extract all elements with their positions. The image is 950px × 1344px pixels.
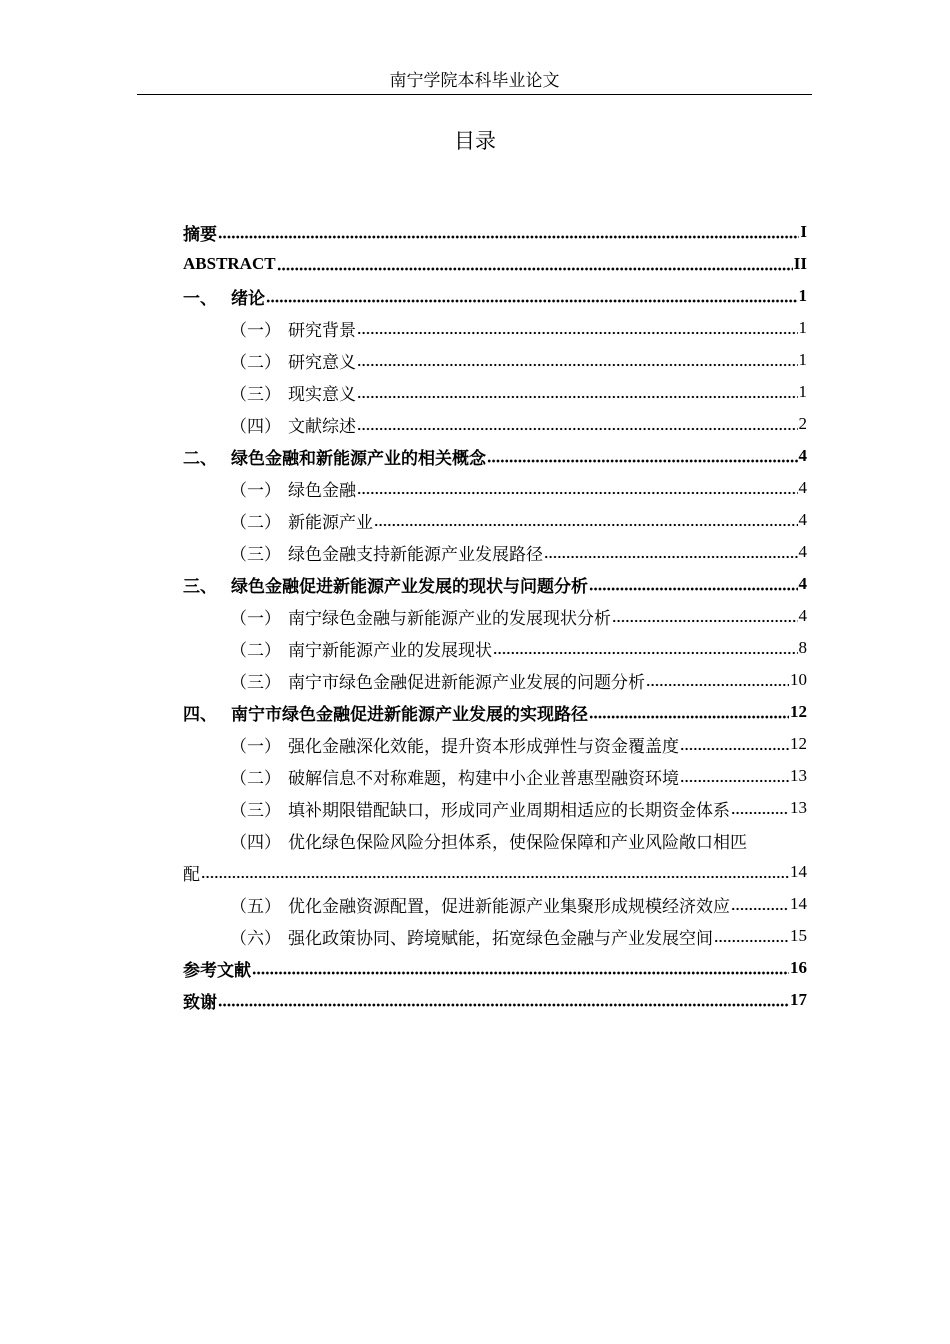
toc-entry-number: （三）	[230, 672, 281, 692]
toc-page-number: 4	[798, 606, 807, 625]
toc-entry-number: （五）	[230, 896, 281, 916]
leader-dots	[680, 769, 789, 783]
toc-entry[interactable]	[183, 984, 807, 1016]
toc-page-number: 4	[798, 510, 807, 529]
toc-entry-text: 新能源产业	[288, 512, 373, 532]
toc-entry-text: 研究意义	[288, 352, 356, 372]
leader-dots	[714, 929, 789, 943]
toc-entry-number: （四）	[230, 416, 281, 436]
toc-entry-number: （一）	[230, 736, 281, 756]
toc-entry-number: （二）	[230, 768, 281, 788]
toc-entry-text: 南宁市绿色金融促进新能源产业发展的实现路径	[231, 704, 588, 724]
toc-entry-text: 致谢	[183, 992, 217, 1012]
toc-entry-text: 文献综述	[288, 416, 356, 436]
toc-entry-number: （二）	[230, 512, 281, 532]
toc-entry[interactable]	[183, 888, 807, 920]
leader-dots	[252, 961, 789, 975]
toc-entry-text: 破解信息不对称难题，构建中小企业普惠型融资环境	[288, 768, 679, 788]
toc-entry[interactable]	[183, 568, 807, 600]
toc-page-number: 17	[790, 990, 807, 1009]
toc-entry-text: 南宁绿色金融与新能源产业的发展现状分析	[288, 608, 611, 628]
leader-dots	[218, 225, 799, 239]
leader-dots	[357, 385, 798, 399]
leader-dots	[357, 321, 798, 335]
toc-entry-number: 三、	[183, 576, 217, 596]
toc-entry-number: （一）	[230, 320, 281, 340]
toc-entry[interactable]	[183, 440, 807, 472]
toc-entry[interactable]	[183, 696, 807, 728]
toc-entry-text: 绿色金融促进新能源产业发展的现状与问题分析	[231, 576, 588, 596]
toc-page-number: 4	[798, 478, 807, 497]
toc-entry[interactable]	[183, 760, 807, 792]
toc-entry-text: 优化绿色保险风险分担体系，使保险保障和产业风险敞口相匹	[288, 832, 747, 852]
toc-entry-number: （四）	[230, 832, 281, 852]
toc-page-number: 4	[798, 542, 807, 561]
toc-entry[interactable]	[183, 536, 807, 568]
leader-dots	[277, 257, 793, 271]
toc-entry-number: （六）	[230, 928, 281, 948]
toc-page-number: 16	[790, 958, 807, 977]
leader-dots	[612, 609, 798, 623]
toc-entry-text-continued: 配	[183, 864, 200, 884]
toc-entry-text: 现实意义	[288, 384, 356, 404]
toc-page-number: 14	[790, 862, 807, 881]
toc-entry-number: （三）	[230, 544, 281, 564]
toc-entry-text: 绪论	[231, 288, 265, 308]
toc-page-number: 2	[798, 414, 807, 433]
toc-page-number: II	[793, 254, 807, 273]
leader-dots	[493, 641, 798, 655]
toc-entry[interactable]	[183, 280, 807, 312]
toc-entry-number: 四、	[183, 704, 217, 724]
toc-page-number: 13	[790, 766, 807, 785]
toc-page-number: 8	[798, 638, 807, 657]
toc-entry-text: 南宁新能源产业的发展现状	[288, 640, 492, 660]
leader-dots	[646, 673, 789, 687]
leader-dots	[731, 801, 789, 815]
leader-dots	[357, 481, 798, 495]
toc-entry[interactable]	[183, 344, 807, 376]
toc-entry[interactable]	[183, 632, 807, 664]
toc-entry-text: 南宁市绿色金融促进新能源产业发展的问题分析	[288, 672, 645, 692]
leader-dots	[218, 993, 789, 1007]
toc-entry-text: 优化金融资源配置，促进新能源产业集聚形成规模经济效应	[288, 896, 730, 916]
page-header: 南宁学院本科毕业论文	[389, 71, 560, 90]
toc-page-number: 14	[790, 894, 807, 913]
toc-entry-text: 摘要	[183, 224, 217, 244]
toc-entry[interactable]	[183, 408, 807, 440]
leader-dots	[357, 417, 798, 431]
table-of-contents	[183, 216, 807, 1016]
toc-entry[interactable]	[183, 472, 807, 504]
toc-entry-number: （一）	[230, 480, 281, 500]
toc-entry[interactable]	[183, 920, 807, 952]
toc-entry-text: 绿色金融和新能源产业的相关概念	[231, 448, 486, 468]
toc-page-number: 10	[790, 670, 807, 689]
toc-entry-text: 研究背景	[288, 320, 356, 340]
leader-dots	[487, 449, 798, 463]
toc-entry[interactable]	[183, 952, 807, 984]
toc-page-number: 15	[790, 926, 807, 945]
toc-entry-text: 绿色金融支持新能源产业发展路径	[288, 544, 543, 564]
toc-entry-number: （一）	[230, 608, 281, 628]
leader-dots	[544, 545, 798, 559]
toc-page-number: 1	[798, 382, 807, 401]
toc-entry[interactable]	[183, 376, 807, 408]
toc-entry-text: ABSTRACT	[183, 254, 276, 273]
toc-entry-number: 一、	[183, 288, 217, 308]
leader-dots	[266, 289, 798, 303]
leader-dots	[731, 897, 789, 911]
toc-entry[interactable]	[183, 824, 807, 856]
toc-entry-text: 参考文献	[183, 960, 251, 980]
toc-entry[interactable]	[183, 664, 807, 696]
toc-page-number: 13	[790, 798, 807, 817]
toc-entry-continuation[interactable]	[183, 856, 807, 888]
toc-entry-number: 二、	[183, 448, 217, 468]
toc-entry[interactable]	[183, 312, 807, 344]
toc-entry-text: 强化金融深化效能，提升资本形成弹性与资金覆盖度	[288, 736, 679, 756]
toc-entry-number: （三）	[230, 800, 281, 820]
leader-dots	[680, 737, 789, 751]
toc-title: 目录	[454, 129, 496, 153]
toc-page-number: 4	[798, 446, 807, 465]
leader-dots	[589, 577, 798, 591]
toc-entry-number: （三）	[230, 384, 281, 404]
toc-entry-text: 强化政策协同、跨境赋能，拓宽绿色金融与产业发展空间	[288, 928, 713, 948]
toc-entry-text: 填补期限错配缺口，形成同产业周期相适应的长期资金体系	[288, 800, 730, 820]
toc-page-number: 4	[798, 574, 807, 593]
toc-entry[interactable]	[183, 600, 807, 632]
toc-entry[interactable]	[183, 248, 807, 280]
header-rule	[137, 94, 812, 95]
toc-entry-number: （二）	[230, 352, 281, 372]
toc-page-number: I	[800, 222, 807, 241]
leader-dots	[201, 865, 789, 879]
leader-dots	[357, 353, 798, 367]
toc-page-number: 12	[790, 734, 807, 753]
toc-entry-text: 绿色金融	[288, 480, 356, 500]
leader-dots	[589, 705, 789, 719]
toc-entry-number: （二）	[230, 640, 281, 660]
leader-dots	[374, 513, 798, 527]
toc-entry[interactable]	[183, 792, 807, 824]
toc-entry[interactable]	[183, 504, 807, 536]
toc-entry[interactable]	[183, 728, 807, 760]
toc-page-number: 1	[798, 286, 807, 305]
toc-page-number: 12	[790, 702, 807, 721]
toc-page-number: 1	[798, 318, 807, 337]
toc-page-number: 1	[798, 350, 807, 369]
toc-entry[interactable]	[183, 216, 807, 248]
